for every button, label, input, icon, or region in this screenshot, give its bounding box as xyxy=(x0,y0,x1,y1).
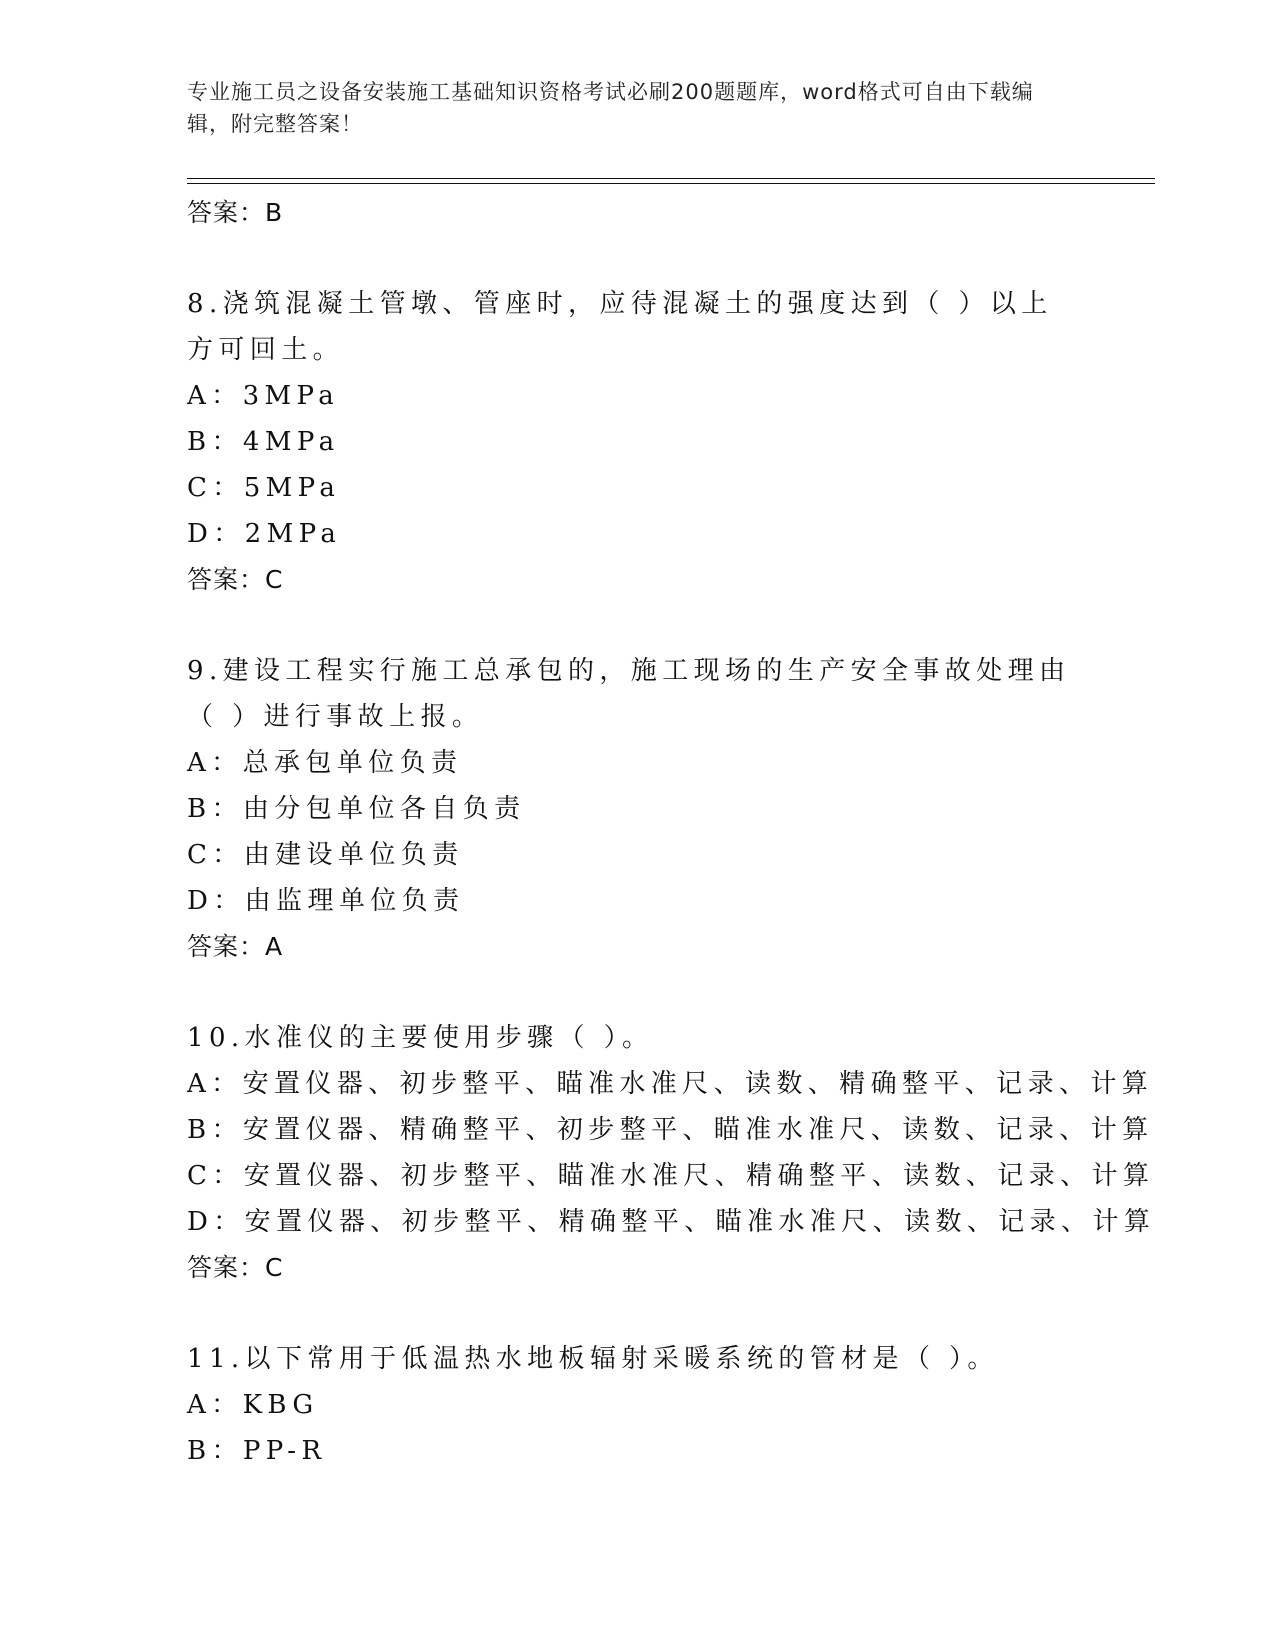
header-rule-top xyxy=(187,178,1155,179)
option-b: B：4MPa xyxy=(187,427,340,457)
question-9 xyxy=(187,648,1087,970)
option-a: A：总承包单位负责 xyxy=(187,748,463,778)
question-11 xyxy=(187,1336,1087,1474)
question-text: 8.浇筑混凝土管墩、管座时，应待混凝土的强度达到（ ）以上方可回土。 xyxy=(187,289,1053,365)
option-a: A：KBG xyxy=(187,1390,319,1420)
option-d: D：2MPa xyxy=(187,519,342,549)
question-text: 9.建设工程实行施工总承包的，施工现场的生产安全事故处理由（ ）进行事故上报。 xyxy=(187,656,1071,732)
option-d: D：安置仪器、初步整平、精确整平、瞄准水准尺、读数、记录、计算 xyxy=(187,1207,1156,1237)
header-rule-bottom xyxy=(187,183,1155,184)
option-a: A：3MPa xyxy=(187,381,340,411)
option-d: D：由监理单位负责 xyxy=(187,886,465,916)
option-b: B：PP-R xyxy=(187,1436,327,1466)
question-8 xyxy=(187,281,1087,603)
answer-q7: 答案：B xyxy=(187,198,284,227)
option-c: C：安置仪器、初步整平、瞄准水准尺、精确整平、读数、记录、计算 xyxy=(187,1161,1155,1191)
answer-q8: 答案：C xyxy=(187,565,284,594)
question-text: 10.水准仪的主要使用步骤（ ）。 xyxy=(187,1023,654,1053)
answer-q9: 答案：A xyxy=(187,932,284,961)
document-header: 专业施工员之设备安装施工基础知识资格考试必刷200题题库，word格式可自由下载编辑，附完整答案！ xyxy=(187,80,1034,136)
option-c: C：5MPa xyxy=(187,473,341,503)
question-10 xyxy=(187,1015,1156,1291)
option-b: B：由分包单位各自负责 xyxy=(187,794,526,824)
question-text: 11.以下常用于低温热水地板辐射采暖系统的管材是（ ）。 xyxy=(187,1344,999,1374)
option-c: C：由建设单位负责 xyxy=(187,840,464,870)
question-list xyxy=(187,190,1156,1474)
answer-q10: 答案：C xyxy=(187,1253,284,1282)
option-b: B：安置仪器、精确整平、初步整平、瞄准水准尺、读数、记录、计算 xyxy=(187,1115,1154,1145)
option-a: A：安置仪器、初步整平、瞄准水准尺、读数、精确整平、记录、计算 xyxy=(187,1069,1154,1099)
